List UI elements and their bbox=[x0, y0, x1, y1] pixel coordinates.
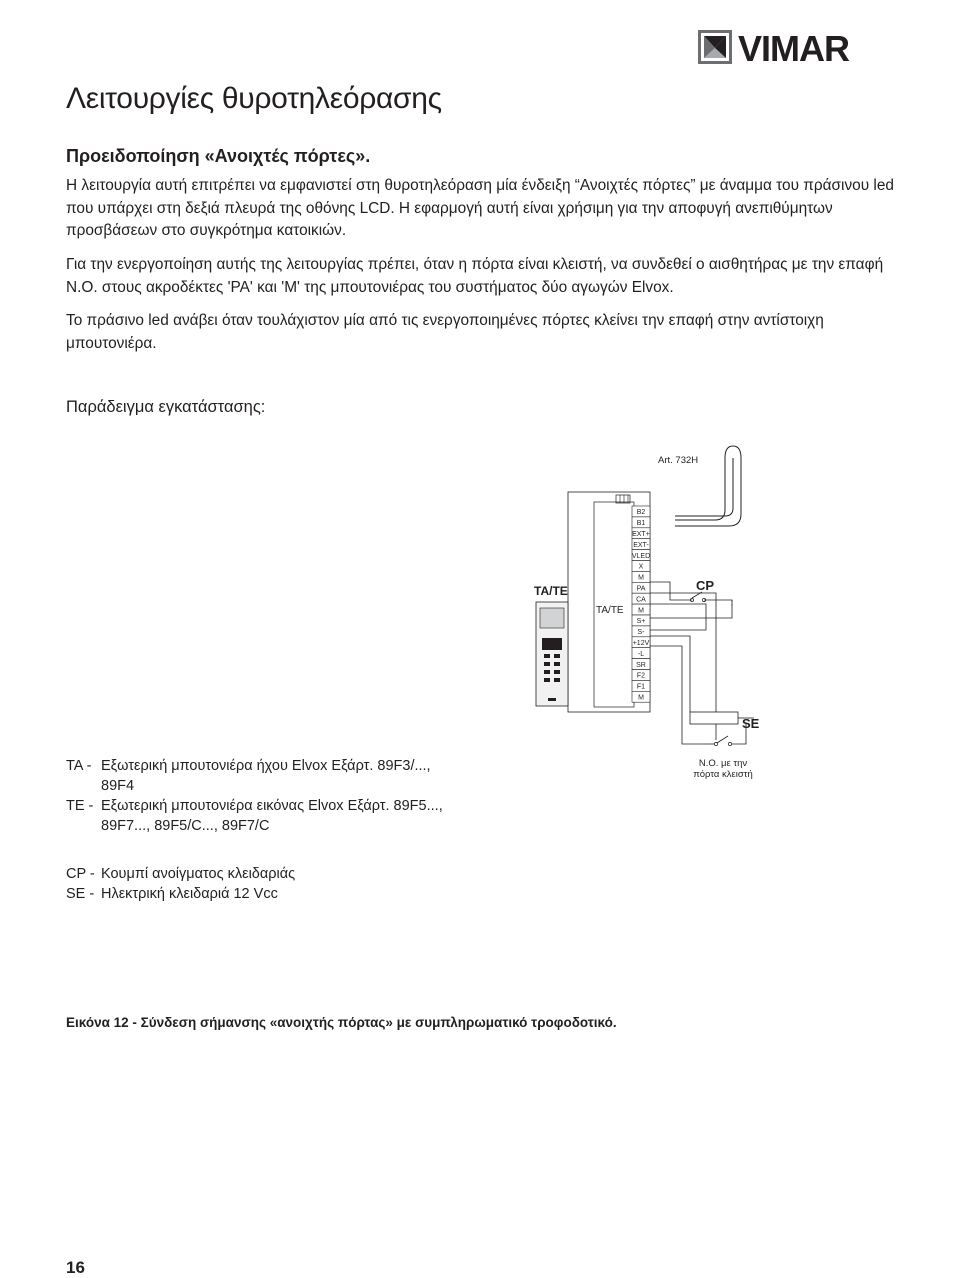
terminal-label: F1 bbox=[636, 683, 646, 691]
door-sensor-icon bbox=[710, 724, 746, 746]
legend-item-se bbox=[66, 884, 466, 904]
terminal-label: S- bbox=[637, 629, 645, 637]
page-number: 16 bbox=[66, 1258, 85, 1277]
wiring-diagram bbox=[520, 440, 780, 790]
terminal-label: -L bbox=[637, 650, 645, 658]
legend-item-cp bbox=[66, 864, 466, 884]
paragraph-led: Το πράσινο led ανάβει όταν τουλάχιστον μία από τις ενεργοποιημένες πόρτες κλείνει την επαφή στην αντίστοιχη μπουτονιέρα. bbox=[66, 312, 824, 352]
terminal-label: B2 bbox=[636, 509, 646, 517]
terminal-label: EXT+ bbox=[632, 531, 650, 538]
terminal-label: +12V bbox=[632, 640, 650, 647]
legend-code: CP - bbox=[66, 866, 95, 882]
terminal-label: SR bbox=[636, 661, 646, 669]
page-title: Λειτουργίες θυροτηλεόρασης bbox=[66, 82, 442, 115]
logo-text: VIMAR bbox=[738, 30, 849, 64]
legend-item-ta bbox=[66, 756, 466, 796]
paragraph-activation: Για την ενεργοποίηση αυτής της λειτουργίας πρέπει, όταν η πόρτα είναι κλειστή, να συνδεθεί ο αισθητήρας με την επαφή Ν.Ο. στους ακροδέκτες 'PA' και 'M' της μπουτονιέρας του συστήματος δύο αγωγών Elvox. bbox=[66, 256, 884, 296]
door-panel-icon bbox=[536, 602, 568, 706]
se-label: SE bbox=[742, 716, 760, 731]
brand-logo bbox=[698, 30, 866, 64]
logo-mark-icon bbox=[698, 30, 732, 64]
terminal-label: F2 bbox=[636, 672, 646, 680]
terminal-label: CA bbox=[636, 596, 646, 604]
legend-text: Εξωτερική μπουτονιέρα εικόνας Elvox Εξάρτ. 89F5..., 89F7..., 89F5/C..., 89F7/C bbox=[101, 798, 443, 834]
legend-code: TA - bbox=[66, 758, 92, 774]
terminal-label: EXT- bbox=[633, 541, 649, 549]
terminal-label: VLED bbox=[631, 552, 651, 560]
terminal-label: B1 bbox=[636, 520, 646, 528]
no-note-line2: πόρτα κλειστή bbox=[693, 769, 753, 780]
paragraph-intro: Η λειτουργία αυτή επιτρέπει να εμφανιστεί στη θυροτηλεόραση μία ένδειξη “Ανοιχτές πόρτες” με άναμμα του πράσινου led που υπάρχει στη δεξιά πλευρά της οθόνης LCD. Η εφαρμογή αυτή είναι χρήσιμη για την αποφυγή ανεπιθύμητων προσβάσεων στο συγκρότημα κατοικιών. bbox=[66, 177, 894, 239]
legend-code: TE - bbox=[66, 798, 94, 814]
legend-text: Κουμπί ανοίγματος κλειδαριάς bbox=[101, 866, 296, 882]
cp-label: CP bbox=[696, 578, 715, 593]
legend-text: Εξωτερική μπουτονιέρα ήχου Elvox Εξάρτ. 89F3/..., 89F4 bbox=[101, 758, 431, 794]
legend-code: SE - bbox=[66, 886, 95, 902]
no-note-line1: N.O. με την bbox=[698, 758, 748, 769]
terminal-label: S+ bbox=[636, 618, 646, 626]
cp-switch-icon bbox=[650, 582, 732, 618]
legend-item-te bbox=[66, 796, 466, 836]
panel-label: TA/TE bbox=[534, 584, 568, 598]
terminal-strip bbox=[632, 506, 650, 702]
legend-parts bbox=[66, 864, 466, 904]
art-label: Art. 732H bbox=[658, 455, 699, 466]
terminal-label: X bbox=[638, 563, 644, 571]
terminal-label: M bbox=[638, 607, 644, 615]
terminal-label: M bbox=[638, 574, 644, 582]
terminal-label: PA bbox=[636, 585, 646, 593]
section-title: Προειδοποίηση «Ανοιχτές πόρτες». bbox=[66, 146, 371, 166]
example-label: Παράδειγμα εγκατάστασης: bbox=[66, 398, 266, 416]
terminal-label: M bbox=[638, 694, 644, 702]
legend-units bbox=[66, 756, 466, 836]
module-label: TA/TE bbox=[596, 605, 624, 616]
legend-text: Ηλεκτρική κλειδαριά 12 Vcc bbox=[101, 886, 278, 902]
figure-caption: Εικόνα 12 - Σύνδεση σήμανσης «ανοιχτής πόρτας» με συμπληρωματικό τροφοδοτικό. bbox=[66, 1015, 617, 1030]
